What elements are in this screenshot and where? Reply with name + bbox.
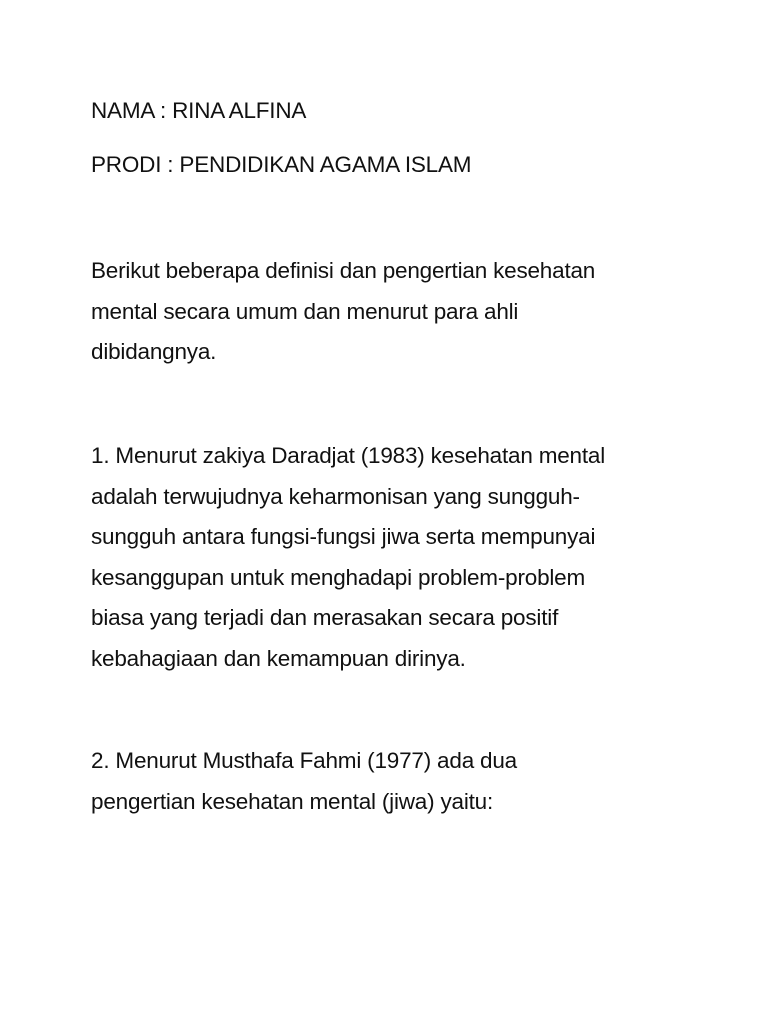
point-1-line: kesanggupan untuk menghadapi problem-problem bbox=[91, 564, 586, 590]
study-program-line: PRODI : PENDIDIKAN AGAMA ISLAM bbox=[91, 152, 472, 177]
definition-point-2 bbox=[91, 741, 691, 822]
point-1-line: biasa yang terjadi dan merasakan secara positif bbox=[91, 605, 559, 630]
point-1-line: 1. Menurut zakiya Daradjat (1983) kesehatan mental bbox=[91, 443, 606, 468]
point-1-line: sungguh antara fungsi-fungsi jiwa serta mempunyai bbox=[91, 524, 596, 549]
point-2-line: pengertian kesehatan mental (jiwa) yaitu: bbox=[91, 788, 494, 814]
intro-line: dibidangnya. bbox=[91, 339, 217, 364]
intro-paragraph bbox=[91, 251, 691, 373]
point-2-line: 2. Menurut Musthafa Fahmi (1977) ada dua bbox=[91, 748, 517, 773]
student-name-line: NAMA : RINA ALFINA bbox=[91, 98, 307, 123]
point-1-line: adalah terwujudnya keharmonisan yang sungguh- bbox=[91, 483, 580, 509]
intro-line: Berikut beberapa definisi dan pengertian kesehatan bbox=[91, 258, 596, 283]
intro-line: mental secara umum dan menurut para ahli bbox=[91, 298, 519, 324]
definition-point-1 bbox=[91, 436, 691, 679]
point-1-line: kebahagiaan dan kemampuan dirinya. bbox=[91, 645, 466, 671]
